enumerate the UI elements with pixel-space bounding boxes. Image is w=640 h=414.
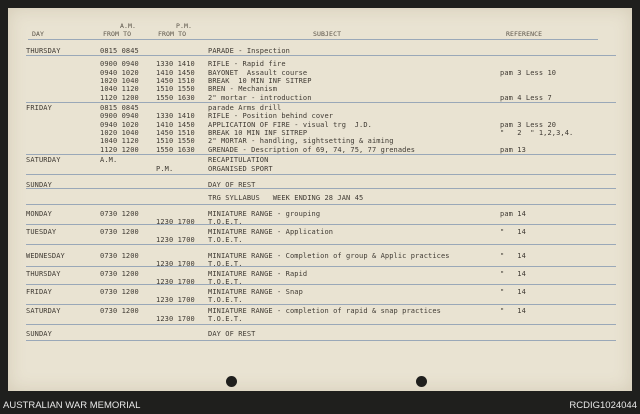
- row-subject: T.O.E.T.: [208, 218, 243, 226]
- row-rule: [26, 324, 616, 325]
- row-day: FRIDAY: [26, 288, 52, 296]
- row-pm: 1550 1630: [156, 146, 195, 154]
- row-am: 0900 0940: [100, 112, 139, 120]
- row-pm: 1410 1450: [156, 69, 195, 77]
- row-pm: 1450 1510: [156, 129, 195, 137]
- row-subject: 2" mortar - introduction: [208, 94, 312, 102]
- row-day: FRIDAY: [26, 104, 52, 112]
- row-pm: 1510 1550: [156, 137, 195, 145]
- row-ref: " 14: [500, 307, 526, 315]
- row-subject: PARADE - Inspection: [208, 47, 290, 55]
- row-pm: 1230 1700: [156, 260, 195, 268]
- row-ref: " 14: [500, 228, 526, 236]
- document-page: [8, 8, 632, 391]
- row-ref: " 2 " 1,2,3,4.: [500, 129, 574, 137]
- row-day: THURSDAY: [26, 270, 61, 278]
- row-ref: " 14: [500, 270, 526, 278]
- row-rule: [26, 154, 616, 155]
- row-pm: 1230 1700: [156, 236, 195, 244]
- row-am: 0730 1200: [100, 288, 139, 296]
- header-am-fromto: FROM TO: [103, 30, 132, 38]
- row-rule: [26, 188, 616, 189]
- row-pm: 1230 1700: [156, 278, 195, 286]
- row-day: SUNDAY: [26, 181, 52, 189]
- row-am: 0900 0940: [100, 60, 139, 68]
- row-subject: T.O.E.T.: [208, 260, 243, 268]
- row-ref: pam 4 Less 7: [500, 94, 552, 102]
- row-ref: pam 14: [500, 210, 526, 218]
- row-pm: 1330 1410: [156, 60, 195, 68]
- row-am: 1120 1200: [100, 146, 139, 154]
- row-day: WEDNESDAY: [26, 252, 65, 260]
- row-subject: BREAK 10 MIN INF SITREP: [208, 77, 312, 85]
- row-rule: [26, 244, 616, 245]
- row-day: SUNDAY: [26, 330, 52, 338]
- row-pm: 1230 1700: [156, 218, 195, 226]
- row-subject: T.O.E.T.: [208, 278, 243, 286]
- footer-source: AUSTRALIAN WAR MEMORIAL: [3, 400, 141, 411]
- row-pm: 1450 1510: [156, 77, 195, 85]
- row-am: 0940 1020: [100, 121, 139, 129]
- row-subject: MINIATURE RANGE - completion of rapid & snap practices: [208, 307, 441, 315]
- header-rule: [28, 39, 598, 40]
- row-rule: [26, 284, 616, 285]
- row-subject: T.O.E.T.: [208, 296, 243, 304]
- row-subject: 2" MORTAR - handling, sightsetting & aiming: [208, 137, 394, 145]
- row-ref: pam 3 Less 10: [500, 69, 557, 77]
- row-am: 1040 1120: [100, 137, 139, 145]
- row-rule: [26, 340, 616, 341]
- row-am: 1020 1040: [100, 77, 139, 85]
- row-subject: APPLICATION OF FIRE - visual trg J.D.: [208, 121, 372, 129]
- row-subject: RIFLE - Position behind cover: [208, 112, 334, 120]
- row-day: SATURDAY: [26, 156, 61, 164]
- row-subject: MINIATURE RANGE - Completion of group & Applic practices: [208, 252, 450, 260]
- row-ref: " 14: [500, 288, 526, 296]
- footer-id: RCDIG1024044: [569, 400, 637, 411]
- row-rule: [26, 266, 616, 267]
- row-am: 1020 1040: [100, 129, 139, 137]
- row-subject: T.O.E.T.: [208, 315, 243, 323]
- row-subject: T.O.E.T.: [208, 236, 243, 244]
- row-subject: RECAPITULATION: [208, 156, 269, 164]
- row-subject: MINIATURE RANGE - Snap: [208, 288, 303, 296]
- row-am: 0730 1200: [100, 270, 139, 278]
- row-pm: P.M.: [156, 165, 174, 173]
- row-am: 0730 1200: [100, 228, 139, 236]
- punch-hole: [226, 376, 237, 387]
- row-rule: [26, 55, 616, 56]
- row-pm: 1230 1700: [156, 315, 195, 323]
- row-ref: pam 3 Less 20: [500, 121, 557, 129]
- row-am: 0940 1020: [100, 69, 139, 77]
- row-subject: DAY OF REST: [208, 181, 256, 189]
- row-pm: 1330 1410: [156, 112, 195, 120]
- row-day: SATURDAY: [26, 307, 61, 315]
- row-day: MONDAY: [26, 210, 52, 218]
- punch-hole: [416, 376, 427, 387]
- row-am: 0730 1200: [100, 210, 139, 218]
- row-rule: [26, 102, 616, 103]
- row-subject: MINIATURE RANGE - grouping: [208, 210, 321, 218]
- header-am: A.M.: [120, 22, 137, 30]
- row-day: TUESDAY: [26, 228, 57, 236]
- row-subject: GRENADE - Description of 69, 74, 75, 77 grenades: [208, 146, 416, 154]
- header-reference: REFERENCE: [506, 30, 543, 38]
- row-ref: " 14: [500, 252, 526, 260]
- row-subject: ORGANISED SPORT: [208, 165, 273, 173]
- row-pm: 1410 1450: [156, 121, 195, 129]
- row-rule: [26, 224, 616, 225]
- row-pm: 1550 1630: [156, 94, 195, 102]
- row-am: 0815 0845: [100, 104, 139, 112]
- row-subject: TRG SYLLABUS WEEK ENDING 28 JAN 45: [208, 194, 364, 202]
- row-subject: BAYONET Assault course: [208, 69, 308, 77]
- row-am: 1120 1200: [100, 94, 139, 102]
- row-am: 0730 1200: [100, 307, 139, 315]
- row-am: 0730 1200: [100, 252, 139, 260]
- header-subject: SUBJECT: [313, 30, 342, 38]
- header-pm-fromto: FROM TO: [158, 30, 187, 38]
- row-rule: [26, 174, 616, 175]
- row-subject: RIFLE - Rapid fire: [208, 60, 286, 68]
- row-subject: parade Arms drill: [208, 104, 282, 112]
- row-subject: DAY OF REST: [208, 330, 256, 338]
- row-subject: BREAK 10 MIN INF SITREP: [208, 129, 308, 137]
- row-subject: BREN - Mechanism: [208, 85, 278, 93]
- row-am: 1040 1120: [100, 85, 139, 93]
- row-rule: [26, 204, 616, 205]
- row-pm: 1230 1700: [156, 296, 195, 304]
- header-day: DAY: [32, 30, 45, 38]
- row-pm: 1510 1550: [156, 85, 195, 93]
- row-day: THURSDAY: [26, 47, 61, 55]
- header-pm: P.M.: [176, 22, 193, 30]
- row-subject: MINIATURE RANGE - Application: [208, 228, 334, 236]
- archive-footer: [0, 396, 640, 414]
- row-rule: [26, 304, 616, 305]
- row-am: A.M.: [100, 156, 118, 164]
- row-am: 0815 0845: [100, 47, 139, 55]
- row-ref: pam 13: [500, 146, 526, 154]
- row-subject: MINIATURE RANGE - Rapid: [208, 270, 308, 278]
